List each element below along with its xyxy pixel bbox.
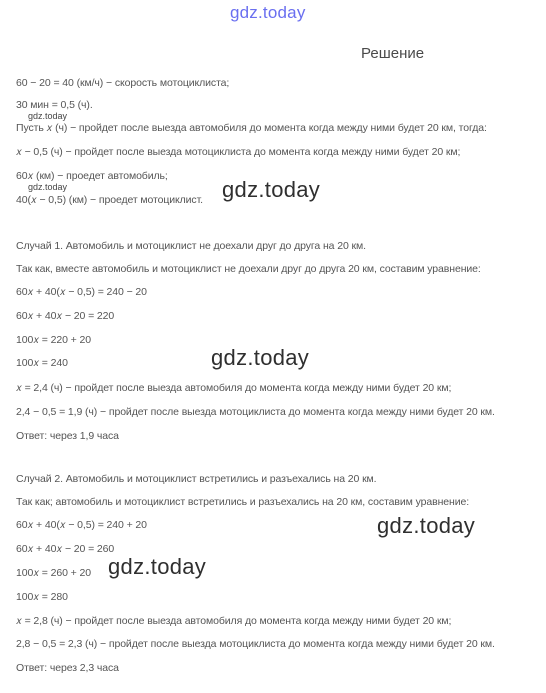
watermark-small: gdz.today <box>28 182 68 192</box>
solution-line: Так как; автомобиль и мотоциклист встретились и разъехались на 20 км, составим уравнение: <box>16 496 470 508</box>
equation-line: 100𝑥 = 280 <box>16 591 68 603</box>
solution-line: 𝑥 = 2,4 (ч) − пройдет после выезда автомобиля до момента когда между ними будет 20 км; <box>16 382 452 394</box>
watermark-large: gdz.today <box>222 177 321 202</box>
solution-line: 30 мин = 0,5 (ч). <box>16 99 93 111</box>
equation-line: 100𝑥 = 260 + 20 <box>16 567 91 579</box>
answer-line: Ответ: через 2,3 часа <box>16 662 119 674</box>
watermark-large: gdz.today <box>377 513 476 538</box>
solution-line: 60𝑥 (км) − проедет автомобиль; <box>16 170 168 182</box>
solution-line: Случай 2. Автомобиль и мотоциклист встретились и разъехались на 20 км. <box>16 473 377 485</box>
solution-line: 2,4 − 0,5 = 1,9 (ч) − пройдет после выезда мотоциклиста до момента когда между ними будет 20 км. <box>16 406 495 418</box>
equation-line: 60𝑥 + 40(𝑥 − 0,5) = 240 − 20 <box>16 286 147 298</box>
solution-line: Так как, вместе автомобиль и мотоциклист не доехали друг до друга 20 км, составим уравнение: <box>16 263 481 275</box>
equation-line: 100𝑥 = 240 <box>16 357 68 369</box>
solution-line: 𝑥 = 2,8 (ч) − пройдет после выезда автомобиля до момента когда между ними будет 20 км; <box>16 615 452 627</box>
watermark-top: gdz.today <box>230 3 306 22</box>
equation-line: 100𝑥 = 220 + 20 <box>16 334 91 346</box>
solution-line: Случай 1. Автомобиль и мотоциклист не доехали друг до друга на 20 км. <box>16 240 366 252</box>
watermark-large: gdz.today <box>108 554 207 579</box>
watermark-large: gdz.today <box>211 345 310 370</box>
equation-line: 60𝑥 + 40𝑥 − 20 = 220 <box>16 310 115 322</box>
solution-line: 60 − 20 = 40 (км/ч) − скорость мотоциклиста; <box>16 77 230 89</box>
answer-line: Ответ: через 1,9 часа <box>16 430 119 442</box>
solution-line: 2,8 − 0,5 = 2,3 (ч) − пройдет после выезда мотоциклиста до момента когда между ними будет 20 км. <box>16 638 495 650</box>
page-title: Решение <box>361 45 425 62</box>
solution-line: 𝑥 − 0,5 (ч) − пройдет после выезда мотоциклиста до момента когда между ними будет 20 км; <box>16 146 461 158</box>
watermark-small: gdz.today <box>28 111 68 121</box>
equation-line: 60𝑥 + 40(𝑥 − 0,5) = 240 + 20 <box>16 519 147 531</box>
solution-line: 40(𝑥 − 0,5) (км) − проедет мотоциклист. <box>16 194 203 206</box>
solution-line: Пусть 𝑥 (ч) − пройдет после выезда автомобиля до момента когда между ними будет 20 км, тогда: <box>16 122 487 134</box>
equation-line: 60𝑥 + 40𝑥 − 20 = 260 <box>16 543 115 555</box>
